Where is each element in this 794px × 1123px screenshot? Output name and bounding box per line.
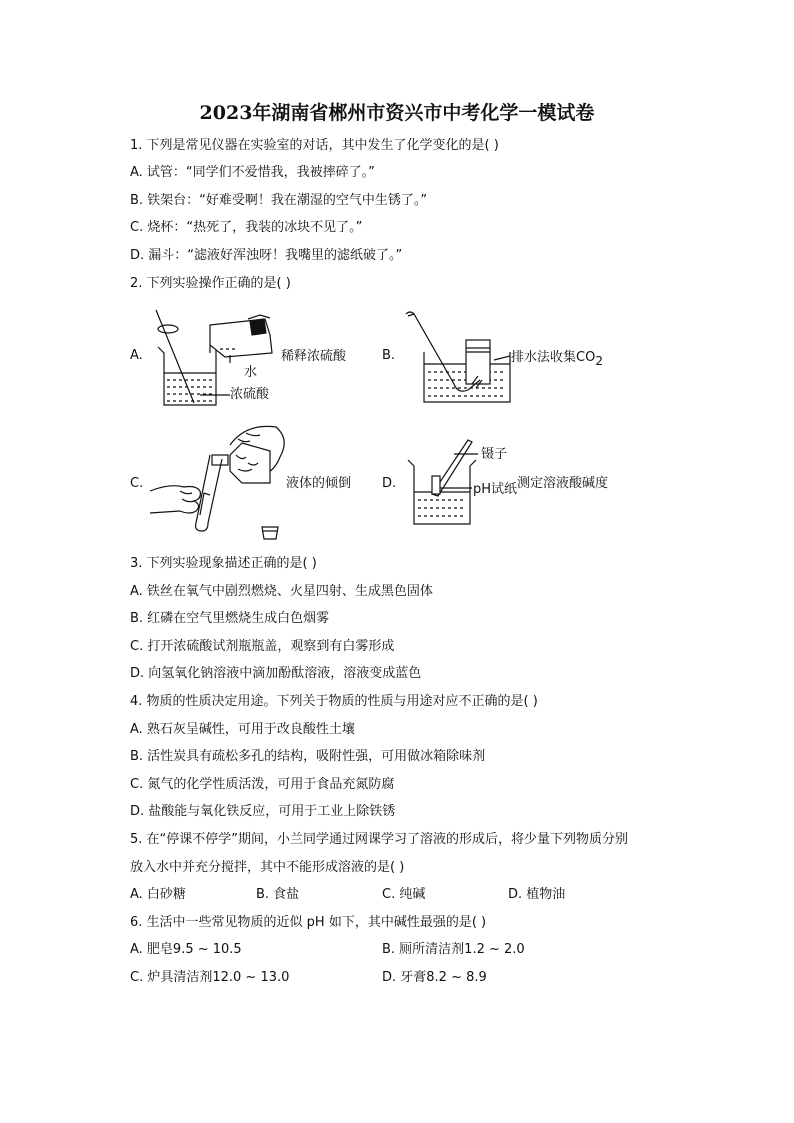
- question-1-option-b[interactable]: B. 铁架台：“好难受啊！我在潮湿的空气中生锈了。”: [130, 193, 428, 208]
- question-2-option-a-letter[interactable]: A.: [130, 348, 143, 363]
- question-4-option-b[interactable]: B. 活性炭具有疏松多孔的结构，吸附性强，可用做冰箱除味剂: [130, 749, 486, 764]
- question-4-option-c[interactable]: C. 氮气的化学性质活泼，可用于食品充氮防腐: [130, 777, 395, 792]
- water-displacement-apparatus-illustration: [402, 310, 512, 410]
- question-6-option-d[interactable]: D. 牙膏8.2 ~ 8.9: [382, 970, 487, 985]
- question-5-option-c[interactable]: C. 纯碱: [382, 887, 426, 902]
- question-6-option-c[interactable]: C. 炉具清洁剂12.0 ~ 13.0: [130, 970, 290, 985]
- question-3-option-b[interactable]: B. 红磷在空气里燃烧生成白色烟雾: [130, 611, 330, 626]
- question-4-stem: 4. 物质的性质决定用途。下列关于物质的性质与用途对应不正确的是( ): [130, 694, 538, 709]
- question-4-option-d[interactable]: D. 盐酸能与氧化铁反应，可用于工业上除铁锈: [130, 804, 396, 819]
- question-2-d-label-tweezers: 镊子: [481, 447, 508, 462]
- question-3-option-d[interactable]: D. 向氢氧化钠溶液中滴加酚酞溶液，溶液变成蓝色: [130, 666, 422, 681]
- question-6-option-b[interactable]: B. 厕所清洁剂1.2 ~ 2.0: [382, 942, 525, 957]
- page-title: 2023年湖南省郴州市资兴市中考化学一模试卷: [199, 102, 595, 124]
- question-2-option-d-letter[interactable]: D.: [382, 476, 397, 491]
- question-1-stem: 1. 下列是常见仪器在实验室的对话，其中发生了化学变化的是( ): [130, 138, 499, 153]
- question-2-stem: 2. 下列实验操作正确的是( ): [130, 276, 291, 291]
- question-5-stem-line-2: 放入水中并充分搅拌，其中不能形成溶液的是( ): [130, 860, 405, 875]
- pouring-liquid-illustration: [150, 415, 290, 545]
- question-3-option-a[interactable]: A. 铁丝在氧气中剧烈燃烧、火星四射、生成黑色固体: [130, 584, 433, 599]
- question-6-option-a[interactable]: A. 肥皂9.5 ~ 10.5: [130, 942, 242, 957]
- question-2-a-label-conc-acid: 浓硫酸: [230, 387, 270, 402]
- question-4-option-a[interactable]: A. 熟石灰呈碱性，可用于改良酸性土壤: [130, 722, 355, 737]
- question-2-c-label: 液体的倾倒: [286, 476, 352, 491]
- question-2-b-label: 排水法收集CO2: [511, 350, 603, 368]
- question-1-option-d[interactable]: D. 漏斗：“滤液好浑浊呀！我嘴里的滤纸破了。”: [130, 248, 403, 263]
- question-5-option-a[interactable]: A. 白砂糖: [130, 887, 186, 902]
- question-2-a-label-water: 水: [244, 365, 258, 380]
- question-2-option-b-letter[interactable]: B.: [382, 348, 396, 363]
- question-3-stem: 3. 下列实验现象描述正确的是( ): [130, 556, 317, 571]
- question-1-option-c[interactable]: C. 烧杯：“热死了，我装的冰块不见了。”: [130, 220, 363, 235]
- question-5-option-d[interactable]: D. 植物油: [508, 887, 566, 902]
- question-2-a-label-dilute-acid: 稀释浓硫酸: [281, 349, 347, 364]
- question-3-option-c[interactable]: C. 打开浓硫酸试剂瓶瓶盖，观察到有白雾形成: [130, 639, 395, 654]
- question-5-option-b[interactable]: B. 食盐: [256, 887, 300, 902]
- question-2-d-label-ph-paper: pH试纸: [473, 482, 518, 497]
- question-2-d-label-measure: 测定溶液酸碱度: [517, 476, 609, 491]
- question-1-option-a[interactable]: A. 试管：“同学们不爱惜我，我被摔碎了。”: [130, 165, 375, 180]
- question-2-option-c-letter[interactable]: C.: [130, 476, 144, 491]
- question-5-stem-line-1: 5. 在“停课不停学”期间，小兰同学通过网课学习了溶液的形成后，将少量下列物质分别: [130, 832, 629, 847]
- question-6-stem: 6. 生活中一些常见物质的近似 pH 如下，其中碱性最强的是( ): [130, 915, 487, 930]
